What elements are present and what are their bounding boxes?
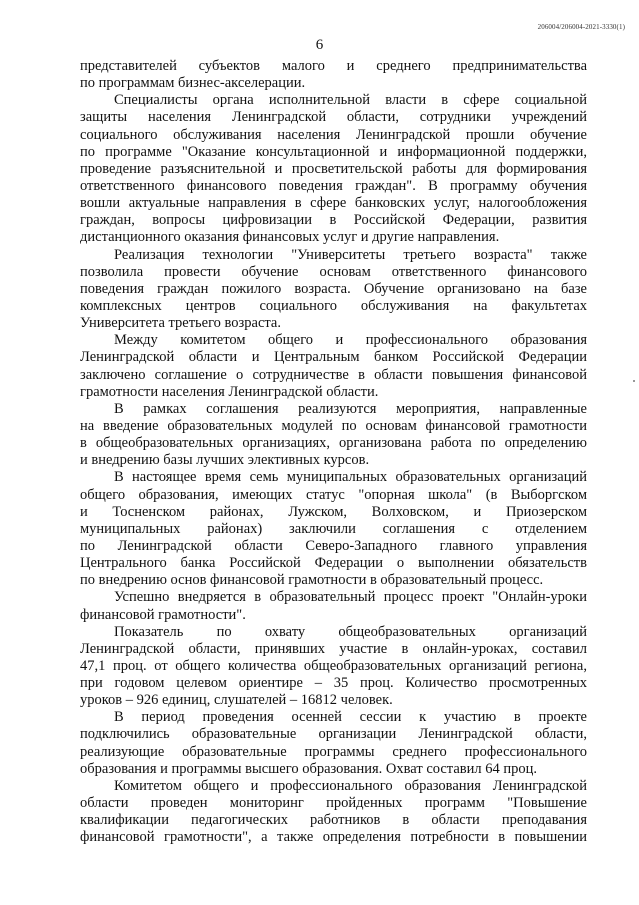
document-body: [80, 58, 587, 846]
text-line: по Ленинградской области Северо-Западного главного управления: [80, 537, 587, 554]
text-line: по внедрению основ финансовой грамотности в образовательный процесс.: [80, 572, 544, 589]
text-line: по программам бизнес-акселерации.: [80, 75, 306, 92]
text-line: и внедрению базы лучших элективных курсов.: [80, 452, 370, 469]
text-line: Центрального банка Российской Федерации о выполнении обязательств: [80, 555, 587, 572]
text-line: ответственного финансового поведения граждан". В программу обучения: [80, 177, 587, 194]
text-line: позволила провести обучение основам ответственного финансового: [80, 263, 587, 280]
text-line: комплексных центров социального обслуживания на факультетах: [80, 297, 587, 314]
text-line: при годовом целевом ориентире – 35 проц. Количество просмотренных: [80, 675, 587, 692]
text-line: Специалисты органа исполнительной власти в сфере социальной: [114, 92, 587, 109]
text-line: Ленинградской области, принявших участие в онлайн-уроках, составил: [80, 640, 587, 657]
text-line: Между комитетом общего и профессионального образования: [114, 332, 587, 349]
text-line: Успешно внедряется в образовательный процесс проект "Онлайн-уроки: [114, 589, 587, 606]
text-line: В рамках соглашения реализуются мероприятия, направленные: [114, 400, 587, 417]
text-line: Реализация технологии "Университеты третьего возраста" также: [114, 246, 587, 263]
text-line: поведения граждан пожилого возраста. Обучение организовано на базе: [80, 280, 587, 297]
text-line: по программе "Оказание консультационной и информационной поддержки,: [80, 143, 587, 160]
text-line: реализующие образовательные программы среднего профессионального: [80, 743, 587, 760]
text-line: Комитетом общего и профессионального образования Ленинградской: [114, 777, 587, 794]
text-line: 47,1 проц. от общего количества общеобразовательных организаций региона,: [80, 657, 587, 674]
text-line: вошли актуальные направления в сфере банковских услуг, налогообложения: [80, 195, 587, 212]
text-line: финансовой грамотности".: [80, 606, 246, 623]
text-line: заключено соглашение о сотрудничестве в области повышения финансовой: [80, 366, 587, 383]
page-number: 6: [315, 37, 324, 53]
text-line: области проведен мониторинг пройденных программ "Повышение: [80, 795, 587, 812]
text-line: Ленинградской области и Центральным банком Российской Федерации: [80, 349, 587, 366]
text-line: в общеобразовательных организациях, организована работа по определению: [80, 435, 587, 452]
text-line: В настоящее время семь муниципальных образовательных организаций: [114, 469, 587, 486]
text-line: Университета третьего возраста.: [80, 315, 281, 332]
text-line: квалификации педагогических работников в области преподавания: [80, 812, 587, 829]
text-line: образования и программы высшего образования. Охват составил 64 проц.: [80, 760, 537, 777]
text-line: финансовой грамотности", а также определения потребности в повышении: [80, 829, 587, 846]
document-id: 206004/206004-2021-3330(1): [537, 23, 625, 31]
text-line: проведение разъяснительной и просветительской работы для формирования: [80, 160, 587, 177]
margin-mark: [633, 380, 635, 382]
text-line: защиты населения Ленинградской области, сотрудники учреждений: [80, 109, 587, 126]
text-line: представителей субъектов малого и среднего предпринимательства: [80, 58, 587, 74]
text-line: грамотности населения Ленинградской области.: [80, 383, 379, 400]
text-line: граждан, вопросы цифровизации в Российской Федерации, развития: [80, 212, 587, 229]
text-line: Показатель по охвату общеобразовательных организаций: [114, 623, 587, 640]
text-line: подключились образовательные организации Ленинградской области,: [80, 726, 587, 743]
text-line: на введение образовательных модулей по основам финансовой грамотности: [80, 417, 587, 434]
text-line: муниципальных районах) заключили соглашения с отделением: [80, 520, 587, 537]
text-line: дистанционного оказания финансовых услуг и другие направления.: [80, 229, 500, 246]
text-line: В период проведения осенней сессии к участию в проекте: [114, 709, 587, 726]
text-line: общего образования, имеющих статус "опорная школа" (в Выборгском: [80, 486, 587, 503]
text-line: и Тосненском районах, Лужском, Волховском, и Приозерском: [80, 503, 587, 520]
text-line: уроков – 926 единиц, слушателей – 16812 человек.: [80, 692, 393, 709]
text-line: социального обслуживания населения Ленинградской прошли обучение: [80, 126, 587, 143]
